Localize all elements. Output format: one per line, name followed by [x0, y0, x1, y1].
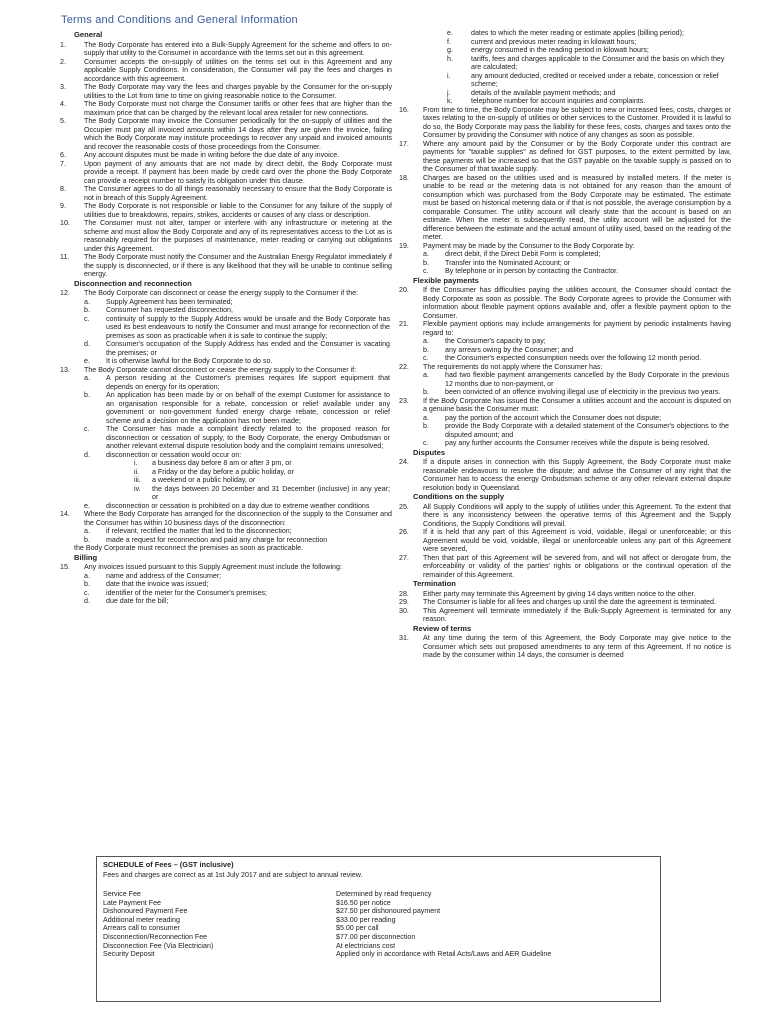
clause-text: The Body Corporate cannot disconnect or cease the energy supply to the Consumer if:: [84, 365, 357, 374]
clause: [60, 563, 392, 572]
fee-value: $16.50 per notice: [336, 898, 391, 907]
clause-number: 2.: [60, 57, 66, 66]
sub-clause: [399, 371, 731, 388]
clause-text: Where any amount paid by the Consumer or by the Body Corporate under this contract are payments for "taxable supplies" as defined for GST purposes, to the extent permitted by law, these payments will be increased so that the GST payable on the taxable supply is passed on to the Consumer of that taxable supply.: [423, 139, 731, 173]
clause-number: 29.: [399, 598, 409, 606]
sub-clause: [399, 439, 731, 448]
fee-name: Late Payment Fee: [103, 898, 161, 907]
sub-clause: [399, 354, 731, 363]
clause-text: The Body Corporate is not responsible or liable to the Consumer for any failure of the supply of utilities due to breakdowns, repairs, strikes, accidents or causes of any class or description.: [84, 202, 392, 219]
clause-text: Supply Agreement has been terminated;: [106, 297, 233, 306]
clause-number: g.: [447, 46, 453, 54]
clause-number: i.: [134, 459, 138, 467]
clause-text: a business day before 8 am or after 3 pm, or: [152, 459, 292, 467]
clause: [60, 366, 392, 375]
clause-number: 19.: [399, 241, 409, 250]
clause-text: The Body Corporate must notify the Consumer and the Australian Energy Regulator immediately if the supply is disconnected, or if there is any likelihood that they will be unable to continue selling energy.: [84, 253, 392, 278]
sub-clause: [60, 451, 392, 460]
clause-number: 4.: [60, 100, 66, 108]
fee-name: Disconnection Fee (Via Electrician): [103, 941, 214, 950]
clause-text: At any time during the term of this Agreement, the Body Corporate may give notice to the Consumer which sets out proposed amendments to any term of this Agreement. If no notice is made by the consumer within 14 days, the consumer is deemed: [423, 634, 731, 659]
clause-number: b.: [423, 388, 429, 396]
sub-clause: [60, 589, 392, 598]
clause-text: pay any further accounts the Consumer receives while the dispute is being resolved.: [445, 439, 710, 447]
fee-name: Disconnection/Reconnection Fee: [103, 933, 208, 941]
clause-text: The Consumer is liable for all fees and charges up until the date the agreement is terminated.: [423, 598, 716, 606]
clause-text: the Consumer's capacity to pay;: [445, 337, 546, 345]
clause-number: 22.: [399, 362, 409, 371]
clause-number: a.: [423, 337, 429, 345]
clause: [60, 83, 392, 100]
clause-number: 15.: [60, 563, 70, 571]
clause-number: h.: [447, 54, 453, 63]
clause-text: If the Consumer has difficulties paying the utilities account, the Consumer should contact the Body Corporate as soon as possible. The Body Corporate agrees to provide the Consumer with information about flexible payment options available and, offer a flexible payment option to the Consumer.: [423, 286, 731, 320]
sub-clause: [399, 97, 731, 106]
sub-clause: [60, 357, 392, 366]
clause-text: details of the available payment methods; and: [471, 88, 616, 97]
sub-clause: [60, 374, 392, 391]
clause-text: Consumer has requested disconnection,: [106, 306, 233, 314]
clause-number: 27.: [399, 553, 409, 562]
fee-name: Arrears call to consumer: [103, 924, 180, 933]
sub-clause: [60, 391, 392, 425]
clause-number: iv.: [134, 484, 141, 493]
clause: [399, 242, 731, 251]
fee-name: Security Deposit: [103, 950, 155, 959]
clause: [399, 554, 731, 580]
clause-text: Payment may be made by the Consumer to the Body Corporate by:: [423, 241, 635, 250]
clause-number: a.: [423, 413, 429, 422]
clause-number: b.: [423, 422, 429, 430]
sub-clause: [399, 55, 731, 72]
clause: [399, 503, 731, 529]
clause-text: telephone number for account inquiries and complaints.: [471, 97, 646, 105]
sub-clause: [60, 536, 392, 545]
sub-clause: [60, 476, 392, 485]
clause-text: The Body Corporate has entered into a Bulk-Supply Agreement for the scheme and offers to on-supply that utility to the Consumer in accordance with the terms set out in this agreement.: [84, 40, 392, 57]
clause-text: Upon payment of any amounts that are not made by direct debit, the Body Corporate must provide a receipt. If payment has been made by credit card over the phone the Body Corporate can provide a receipt number to satisfy its obligation under this clause.: [84, 159, 392, 185]
clause-number: b.: [84, 580, 90, 588]
clause-number: 20.: [399, 286, 409, 294]
clause-text: a Friday or the day before a public holiday, or: [152, 467, 294, 476]
clause-number: 14.: [60, 510, 70, 518]
section-heading: Disconnection and reconnection: [74, 278, 192, 288]
fee-schedule-box: [96, 856, 661, 1002]
clause-number: k.: [447, 97, 453, 105]
sub-clause: [60, 468, 392, 477]
clause-text: From time to time, the Body Corporate may be subject to new or increased fees, costs, charges or taxes relating to the on-supply of utilities or other services to the Customer. Provided it is lawful to do so, the Body Corporate may pass the liability for these fees, costs, charges and taxes onto the Consumer by providing the Consumer with notice of any changes as soon as possible.: [423, 105, 731, 139]
clause-number: 23.: [399, 396, 409, 405]
clause-text: Transfer into the Nominated Account; or: [445, 258, 571, 267]
section-heading: General: [74, 30, 103, 39]
sub-clause: [399, 346, 731, 355]
clause-text: if relevant, rectified the matter that led to the disconnection;: [106, 527, 292, 535]
clause-number: a.: [84, 571, 90, 580]
fee-name: Service Fee: [103, 890, 141, 898]
clause-number: e.: [84, 357, 90, 365]
clause-number: 24.: [399, 458, 409, 466]
clause-text: disconnection or cessation is prohibited on a day due to extreme weather conditions: [106, 501, 370, 510]
clause-text: identifier of the meter for the Consumer's premises;: [106, 588, 268, 597]
clause: [60, 253, 392, 279]
clause-text: The requirements do not apply where the Consumer has:: [423, 362, 603, 371]
clause: [399, 397, 731, 414]
clause-number: 8.: [60, 185, 66, 193]
clause: [60, 160, 392, 186]
clause-text: Either party may terminate this Agreement by giving 14 days written notice to the other.: [423, 589, 696, 598]
clause-number: 31.: [399, 634, 409, 642]
clause-number: b.: [84, 391, 90, 399]
sub-clause: [399, 422, 731, 439]
clause-text: The Consumer has made a complaint directly related to the proposed reason for disconnection or cessation of supply, to the Body Corporate, the energy Ombudsman or another relevant external dispute resolution body and the complaint remains unresolved;: [106, 425, 390, 450]
clause-text: the Consumer's expected consumption needs over the following 12 month period.: [445, 354, 702, 362]
clause-text: the Body Corporate must reconnect the premises as soon as practicable.: [74, 544, 304, 552]
clause-text: By telephone or in person by contacting the Contractor.: [445, 267, 619, 275]
clause-text: An application has been made by or on behalf of the exempt Customer for assistance to an organisation responsible for a rebate, concession or relief available under any government or non-government funded energy charge rebate, concession or relief scheme and a decision on the application has not been made;: [106, 391, 390, 425]
clause-text: date that the invoice was issued;: [106, 580, 209, 588]
clause-text: been convicted of an offence involving illegal use of electricity in the previous two years.: [445, 388, 721, 396]
clause-number: b.: [84, 535, 90, 544]
sub-clause: [399, 414, 731, 423]
clause-number: 1.: [60, 40, 66, 49]
schedule-title: SCHEDULE of Fees – (GST inclusive): [103, 860, 234, 869]
clause-text: The Body Corporate may invoice the Consumer periodically for the on-supply of utilities and the Occupier must pay all invoiced amounts within 14 days after they are given the invoice, failing which the Body Corporate may institute proceedings to recover any unpaid and invoiced amounts and recover the reasonable costs of those proceedings from the Consumer.: [84, 117, 392, 151]
clause-number: 9.: [60, 202, 66, 210]
clause: [399, 140, 731, 174]
clause: [60, 185, 392, 202]
sub-clause: [399, 259, 731, 268]
clause-number: 25.: [399, 502, 409, 511]
fee-name: Additional meter reading: [103, 915, 180, 924]
clause: [60, 202, 392, 219]
clause-number: a.: [84, 527, 90, 535]
clause-number: f.: [447, 37, 451, 46]
clause: [60, 41, 392, 58]
clause-number: 6.: [60, 151, 66, 159]
fee-value: Determined by read frequency: [336, 890, 432, 898]
clause-text: a weekend or a public holiday, or: [152, 476, 256, 484]
clause-text: direct debit, if the Direct Debit Form is completed;: [445, 250, 601, 258]
clause-number: a.: [84, 374, 90, 382]
clause-number: 30.: [399, 606, 409, 615]
clause: [399, 607, 731, 624]
clause: [399, 363, 731, 372]
clause-text: provide the Body Corporate with a detailed statement of the Consumer's objections to the disputed amount; and: [445, 422, 729, 439]
clause-text: If the Body Corporate has issued the Consumer a utilities account and the account is disputed on a genuine basis the Consumer must:: [423, 396, 731, 413]
sub-clause: [399, 38, 731, 47]
clause-number: c.: [423, 267, 429, 275]
clause-text: made a request for reconnection and paid any charge for reconnection: [106, 535, 328, 544]
clause-text: any amount deducted, credited or received under a rebate, concession or relief scheme;: [471, 71, 719, 88]
clause: [399, 634, 731, 660]
clause: [399, 598, 731, 607]
clause-text: due date for the bill;: [106, 597, 169, 605]
page-title: Terms and Conditions and General Information: [61, 14, 298, 26]
clause: [399, 320, 731, 337]
clause-number: 5.: [60, 117, 66, 125]
section-heading: Conditions on the supply: [413, 492, 505, 501]
clause-text: The Consumer agrees to do all things reasonably necessary to ensure that the Body Corporate is not in breach of this Supply Agreement.: [84, 185, 392, 202]
clause-text: Any invoices issued pursuant to this Supply Agreement must include the following:: [84, 563, 342, 571]
clause-number: ii.: [134, 467, 140, 476]
sub-clause: [60, 572, 392, 581]
clause-number: d.: [84, 450, 90, 459]
clause: [399, 174, 731, 242]
clause: [60, 151, 392, 160]
clause-number: 3.: [60, 83, 66, 91]
schedule-intro: Fees and charges are correct as at 1st July 2017 and are subject to annual review.: [103, 871, 363, 879]
clause-text: energy consumed in the reading period in kilowatt hours;: [471, 46, 649, 54]
clause-number: 26.: [399, 528, 409, 536]
sub-clause: [60, 597, 392, 606]
sub-clause: [60, 425, 392, 451]
clause: [60, 289, 392, 298]
clause-number: 17.: [399, 139, 409, 148]
fee-name: Dishonoured Payment Fee: [103, 907, 188, 916]
clause-number: a.: [423, 250, 429, 258]
section-heading: Flexible payments: [413, 275, 479, 285]
right-column: [399, 29, 731, 660]
fee-value: Applied only in accordance with Retail Acts/Laws and AER Guideline: [336, 950, 552, 959]
section-heading: Review of terms: [413, 623, 472, 633]
fee-value: $77.00 per disconnection: [336, 933, 416, 941]
section-heading: Billing: [74, 552, 98, 562]
clause-number: i.: [447, 71, 451, 80]
sub-clause: [60, 315, 392, 341]
sub-clause: [60, 298, 392, 307]
clause: [399, 528, 731, 554]
clause-text: Then that part of this Agreement will be severed from, and will not affect or derogate from, the enforceability or validity of the parties' rights or obligations or the continual operation of the remainder of this Agreement.: [423, 553, 731, 579]
clause-number: c.: [84, 588, 90, 597]
clause: [60, 117, 392, 151]
clause-text: The Body Corporate may vary the fees and charges payable by the Consumer for the on-supply utilities to the Lot from time to time on giving reasonable notice to the Consumer.: [84, 83, 392, 100]
clause: [60, 100, 392, 117]
clause-number: b.: [84, 306, 90, 314]
clause-text: If a dispute arises in connection with this Supply Agreement, the Body Corporate must make reasonable endeavours to resolve the dispute; and advise the Consumer of any right that the Consumer has to access the energy Ombudsman scheme or any other relevant external dispute resolution body in Queensland.: [423, 458, 731, 492]
sub-clause: [399, 250, 731, 259]
sub-clause: [60, 485, 392, 502]
clause-text: Where the Body Corporate has arranged for the disconnection of the supply to the Consumer and the Consumer has within 10 business days of the disconnection:: [84, 510, 392, 527]
clause-number: e.: [84, 501, 90, 510]
clause: [399, 286, 731, 320]
clause-number: 11.: [60, 253, 70, 261]
sub-clause: [399, 337, 731, 346]
fee-value: At electricians cost: [336, 941, 396, 950]
sub-clause: [60, 306, 392, 315]
clause-text: The Body Corporate must not charge the Consumer tariffs or other fees that are higher than the maximum price that can be charged by the relevant local area retailer for new connections.: [84, 100, 392, 117]
clause-text: The Body Corporate can disconnect or cease the energy supply to the Consumer if the:: [84, 289, 359, 297]
clause-text: Flexible payment options may include arrangements for payment by periodic instalments having regard to:: [423, 320, 731, 337]
clause-number: 10.: [60, 219, 70, 227]
clause-text: name and address of the Consumer;: [106, 571, 222, 580]
clause-text: continuity of supply to the Supply Address would be unsafe and the Body Corporate has used its best endeavours to notify the Consumer and must arrange for reconnection of the premises as soon as practicable when it is safe to continue the supply;: [106, 314, 390, 340]
clause-number: e.: [447, 29, 453, 37]
clause-text: All Supply Conditions will apply to the supply of utilities under this Agreement. To the extent that there is any inconsistency between the operative terms of this Agreement and the Supply Conditions, the Supply Conditions will prevail.: [423, 502, 731, 528]
clause-number: c.: [423, 439, 429, 447]
clause-text: Consumer's occupation of the Supply Address has ended and the Consumer is vacating the premises; or: [106, 340, 390, 357]
clause-number: 28.: [399, 589, 409, 598]
clause-text: disconnection or cessation would occur on:: [106, 450, 242, 459]
clause-number: a.: [84, 297, 90, 306]
clause-number: 16.: [399, 105, 409, 114]
clause: [60, 510, 392, 527]
clause-text: current and previous meter reading in kilowatt hours;: [471, 37, 637, 46]
clause-text: Any account disputes must be made in writing before the due date of any invoice.: [84, 151, 340, 159]
clause: [399, 106, 731, 140]
clause-number: 21.: [399, 320, 409, 328]
sub-clause: [60, 527, 392, 536]
clause-text: had two flexible payment arrangements cancelled by the Body Corporate in the previous 12 months due to non-payment, or: [445, 371, 729, 388]
section-heading: Termination: [413, 579, 456, 588]
sub-clause: [60, 580, 392, 589]
clause-number: c.: [84, 425, 90, 433]
sub-clause: [399, 29, 731, 38]
clause-number: b.: [423, 345, 429, 354]
clause-number: c.: [84, 314, 90, 323]
clause-text: any arrears owing by the Consumer; and: [445, 345, 574, 354]
clause-text: pay the portion of the account which the Consumer does not dispute;: [445, 413, 662, 422]
clause-number: 7.: [60, 159, 66, 168]
clause: [399, 590, 731, 599]
section-heading: Disputes: [413, 447, 446, 457]
clause-text: dates to which the meter reading or estimate applies (billing period);: [471, 29, 684, 37]
clause: [399, 458, 731, 492]
sub-clause: [60, 459, 392, 468]
clause-text: If it is held that any part of this Agreement is void, voidable, illegal or unenforceable; or this Agreement would be void, voidable, illegal or unenforceable unless any part of this Agreement were severed,: [423, 528, 731, 553]
clause-text: This Agreement will terminate immediately if the Bulk-Supply Agreement is terminated for any reason.: [423, 606, 731, 623]
fee-value: $5.00 per call: [336, 924, 379, 933]
clause-number: c.: [423, 354, 429, 362]
left-column: [60, 30, 392, 606]
fee-value: $27.50 per dishonoured payment: [336, 907, 441, 916]
clause-number: a.: [423, 371, 429, 379]
clause-text: A person residing at the Customer's premises requires life support equipment that depends on energy for its operation;: [106, 374, 390, 391]
clause-text: The Consumer must not alter, tamper or interfere with any infrastructure or metering at the scheme and must allow the Body Corporate and any of its representatives access to the Lot as is reasonably required for the purposes of maintenance, meter reading or carrying out obligations under this Agreement.: [84, 219, 392, 253]
clause-number: 18.: [399, 173, 409, 182]
clause-number: iii.: [134, 476, 141, 484]
clause-text: It is otherwise lawful for the Body Corporate to do so.: [106, 357, 273, 365]
sub-clause: [60, 502, 392, 511]
clause-number: d.: [84, 597, 90, 605]
clause-number: 12.: [60, 289, 70, 297]
sub-clause: [399, 46, 731, 55]
sub-clause: [399, 267, 731, 276]
fee-value: $33.00 per reading: [336, 915, 396, 924]
sub-clause: [399, 72, 731, 89]
sub-clause: [60, 340, 392, 357]
sub-clause: [399, 89, 731, 98]
clause-number: d.: [84, 340, 90, 348]
clause-text: tariffs, fees and charges applicable to the Consumer and the basis on which they are calculated;: [471, 54, 725, 71]
clause-text: Charges are based on the utilities used and is measured by installed meters. If the meter is unable to be read or the metering data is not obtained for any reason than the amount of consumption which was purchased from the Body Corporate may be estimated. The estimate must be based on historical metering data or if that is not possible, the average consumption by a comparable Consumer. The utility account will clearly state that the account is based on an estimate. When the meter is subsequently read, the utility account will be adjusted for the difference between the estimate and the actual amount of utility used, based on the reading of the meter.: [423, 173, 731, 241]
clause: [60, 58, 392, 84]
clause-text: the days between 20 December and 31 December (inclusive) in any year; or: [152, 484, 390, 501]
sub-clause: [399, 388, 731, 397]
clause: [60, 219, 392, 253]
clause-number: b.: [423, 258, 429, 267]
clause-number: j.: [447, 88, 451, 97]
clause-text: Consumer accepts the on-supply of utilities on the terms set out in this Agreement and any applicable Supply Conditions. In consideration, the Consumer will pay the fees and charges in accordance with this agreement.: [84, 57, 392, 83]
clause-number: 13.: [60, 365, 70, 374]
